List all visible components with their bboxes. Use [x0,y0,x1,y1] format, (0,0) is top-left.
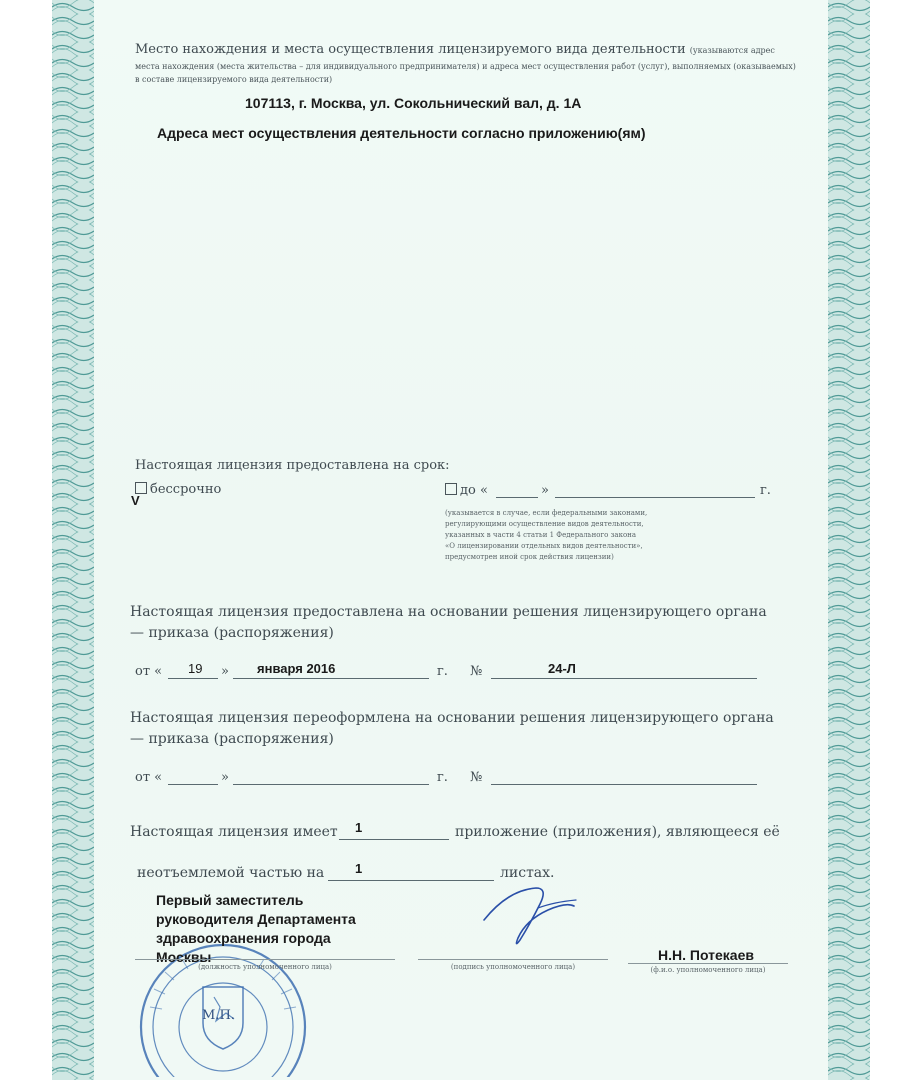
signatory-name: Н.Н. Потекаев [658,947,754,963]
seal-label: М.П. [202,1008,235,1023]
location-note: места нахождения (места жительства – для индивидуального предпринимателя) и адреса мест осуществления работ (услуг), выполняемых (оказываемых) [135,62,796,71]
grant-day-line [168,678,218,679]
reissue-line2: — приказа (распоряжения) [130,731,334,747]
name-hint: (ф.и.о. уполномоченного лица) [650,966,766,974]
check-mark: V [131,493,140,508]
handwritten-signature [478,880,588,950]
appendix-sheets-label: листах. [500,865,555,881]
appendix-after: приложение (приложения), являющееся её [455,824,780,840]
signature-line [418,959,608,960]
signature-hint: (подпись уполномоченного лица) [450,963,576,971]
reissue-from: от « [135,770,163,785]
ornamental-border-right [828,0,870,1080]
grant-number-line [491,678,757,679]
reissue-day-line [168,784,218,785]
until-day-line [496,497,538,498]
reissue-number-line [491,784,757,785]
appendix-has: Настоящая лицензия имеет [130,824,338,840]
appendix-integral: неотъемлемой частью на [137,865,325,881]
term-note: (указывается в случае, если федеральными законами, регулирующими осуществление видов деятельности, указанных в части 4 статьи 1 Федерального закона «О лицензировании отдельных видов деятельности», предусмотрен иной срок действия лицензии) [445,509,648,561]
reissue-close: » [221,770,229,785]
grant-number: 24-Л [548,661,576,676]
appendix-count: 1 [355,820,363,835]
addresses-note: Адреса мест осуществления деятельности согласно приложению(ям) [157,125,646,141]
location-note-2: в составе лицензируемого вида деятельности) [135,75,333,84]
term-until: до « [445,483,488,498]
grant-line1: Настоящая лицензия предоставлена на основании решения лицензирующего органа [130,604,767,620]
until-checkbox [445,483,457,495]
until-year-suffix: г. [760,483,771,498]
reissue-line1: Настоящая лицензия переоформлена на основании решения лицензирующего органа [130,710,774,726]
grant-day: 19 [188,661,203,676]
ornamental-border-left [52,0,94,1080]
reissue-no: № [470,770,483,785]
appendix-count-line [339,839,449,840]
license-address: 107113, г. Москва, ул. Сокольнический вал, д. 1А [245,95,582,111]
appendix-sheets: 1 [355,861,363,876]
term-indefinite: бессрочно [135,482,221,497]
term-heading: Настоящая лицензия предоставлена на срок: [135,458,450,473]
reissue-month-line [233,784,429,785]
name-line [628,963,788,964]
grant-no: № [470,664,483,679]
location-heading: Место нахождения и места осуществления лицензируемого вида деятельности (указываются адрес [135,42,775,57]
grant-close: » [221,664,229,679]
grant-month-year: января 2016 [257,661,336,676]
until-month-line [555,497,755,498]
grant-year-suffix: г. [437,664,448,679]
position-hint: (должность уполномоченного лица) [198,963,332,971]
appendix-sheets-line [328,880,494,881]
until-close: » [541,483,549,498]
signatory-position: Первый заместитель руководителя Департамента здравоохранения города Москвы [156,892,356,965]
grant-month-line [233,678,429,679]
grant-from: от « [135,664,163,679]
grant-line2: — приказа (распоряжения) [130,625,334,641]
position-line [135,959,395,960]
reissue-year-suffix: г. [437,770,448,785]
